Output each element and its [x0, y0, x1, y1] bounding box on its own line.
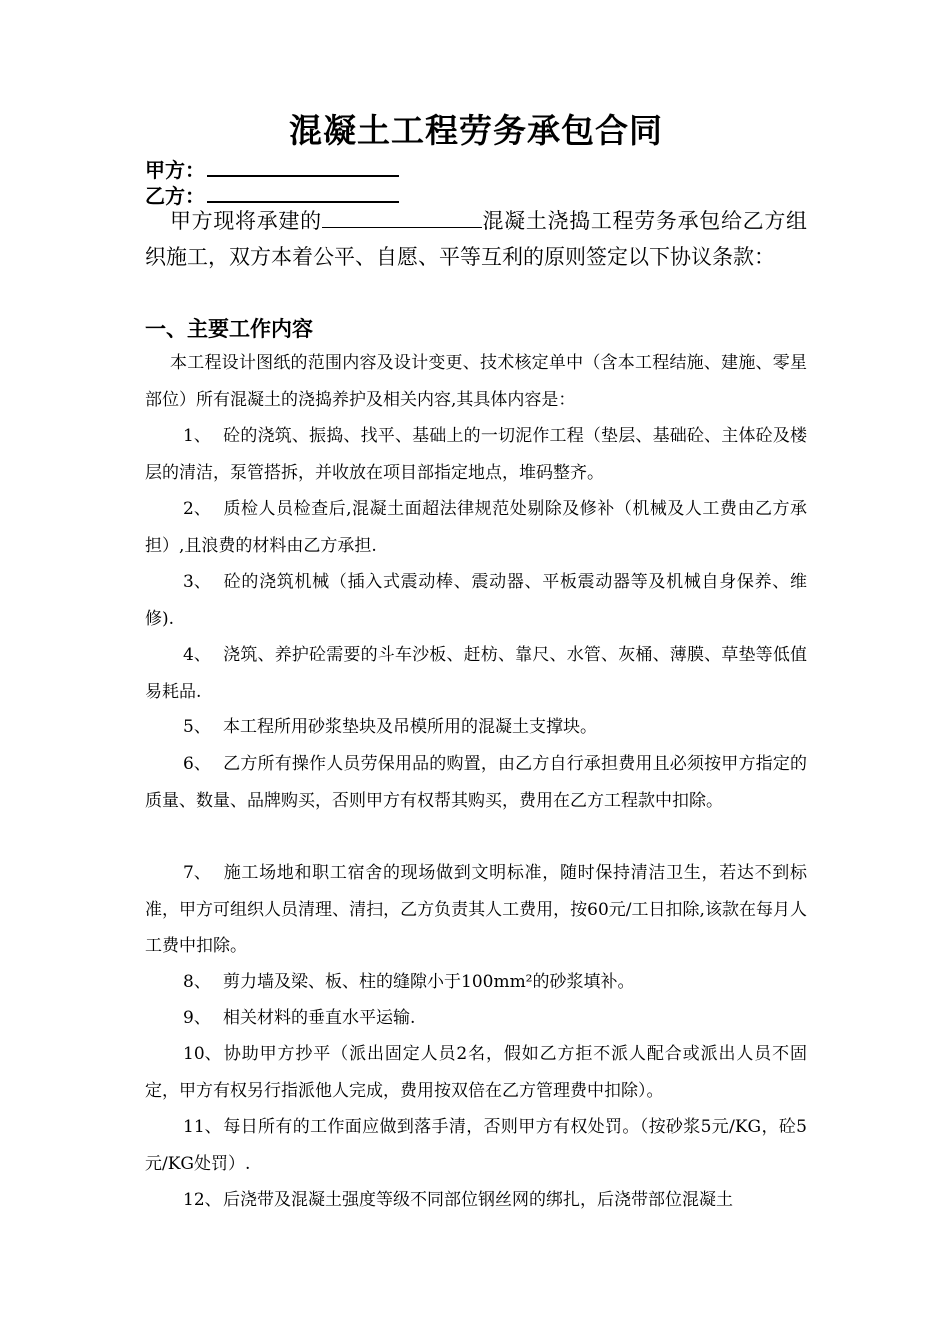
item-text: 本工程所用砂浆垫块及吊模所用的混凝土支撑块。	[223, 717, 597, 737]
intro-text-after: 混凝土浇捣工程劳务承包给乙方组织施工，双方本着公平、自愿、平等互利的原则签定以下协议条款：	[145, 209, 808, 269]
item-text: 每日所有的工作面应做到落手清，否则甲方有权处罚。（按砂浆5元/KG，砼5元/KG处罚）.	[145, 1117, 807, 1174]
item-text: 后浇带及混凝土强度等级不同部位钢丝网的绑扎，后浇带部位混凝土	[223, 1190, 733, 1210]
list-item	[145, 709, 807, 746]
item-text: 剪力墙及梁、板、柱的缝隙小于100mm²的砂浆填补。	[223, 972, 635, 992]
intro-paragraph	[145, 203, 807, 275]
item-text: 施工场地和职工宿舍的现场做到文明标准，随时保持清洁卫生，若达不到标准，甲方可组织人员清理、清扫，乙方负责其人工费用，按60元/工日扣除,该款在每月人工费中扣除。	[145, 863, 807, 956]
list-item	[145, 1182, 807, 1219]
item-number: 8、	[183, 972, 211, 992]
party-b-blank	[207, 183, 399, 203]
party-a-blank	[207, 157, 399, 177]
list-item	[145, 564, 807, 637]
list-item	[145, 1000, 807, 1037]
project-name-blank	[322, 207, 482, 228]
list-item	[145, 491, 807, 564]
list-item	[145, 746, 807, 819]
party-a-label: 甲方：	[145, 158, 205, 182]
item-number: 4、	[183, 645, 211, 665]
item-text: 浇筑、养护砼需要的斗车沙板、赶枋、靠尺、水管、灰桶、薄膜、草垫等低值易耗品.	[145, 645, 807, 702]
item-text: 砼的浇筑机械（插入式震动棒、震动器、平板震动器等及机械自身保养、维修).	[145, 572, 807, 629]
list-item	[145, 418, 807, 491]
page-title: 混凝土工程劳务承包合同	[289, 111, 663, 150]
item-number: 2、	[183, 499, 211, 519]
item-text: 相关材料的垂直水平运输.	[223, 1008, 416, 1028]
list-item	[145, 1109, 807, 1182]
intro-text-before: 甲方现将承建的	[170, 209, 322, 233]
item-number: 7、	[183, 863, 211, 883]
item-number: 1、	[183, 426, 211, 446]
item-number: 9、	[183, 1008, 211, 1028]
item-number: 10、	[183, 1044, 222, 1064]
list-item	[145, 855, 807, 965]
item-text: 质检人员检查后,混凝土面超法律规范处剔除及修补（机械及人工费由乙方承担）,且浪费的材料由乙方承担.	[145, 499, 807, 556]
item-number: 11、	[183, 1117, 222, 1137]
party-a-line	[145, 157, 399, 183]
list-item	[145, 1036, 807, 1109]
party-b-label: 乙方：	[145, 184, 205, 208]
item-number: 6、	[183, 754, 211, 774]
item-number: 12、	[183, 1190, 222, 1210]
scope-paragraph: 本工程设计图纸的范围内容及设计变更、技术核定单中（含本工程结施、建施、零星部位）所有混凝土的浇捣养护及相关内容,其具体内容是：	[145, 353, 807, 410]
list-item	[145, 964, 807, 1001]
item-text: 乙方所有操作人员劳保用品的购置，由乙方自行承担费用且必须按甲方指定的质量、数量、品牌购买，否则甲方有权帮其购买，费用在乙方工程款中扣除。	[145, 754, 807, 811]
item-text: 协助甲方抄平（派出固定人员2名，假如乙方拒不派人配合或派出人员不固定，甲方有权另行指派他人完成，费用按双倍在乙方管理费中扣除）。	[145, 1044, 807, 1101]
item-number: 5、	[183, 717, 211, 737]
item-text: 砼的浇筑、振捣、找平、基础上的一切泥作工程（垫层、基础砼、主体砼及楼层的清洁，泵管搭拆，并收放在项目部指定地点，堆码整齐。	[145, 426, 807, 483]
item-number: 3、	[183, 572, 211, 592]
section-heading: 一、主要工作内容	[145, 316, 313, 341]
list-item	[145, 637, 807, 710]
